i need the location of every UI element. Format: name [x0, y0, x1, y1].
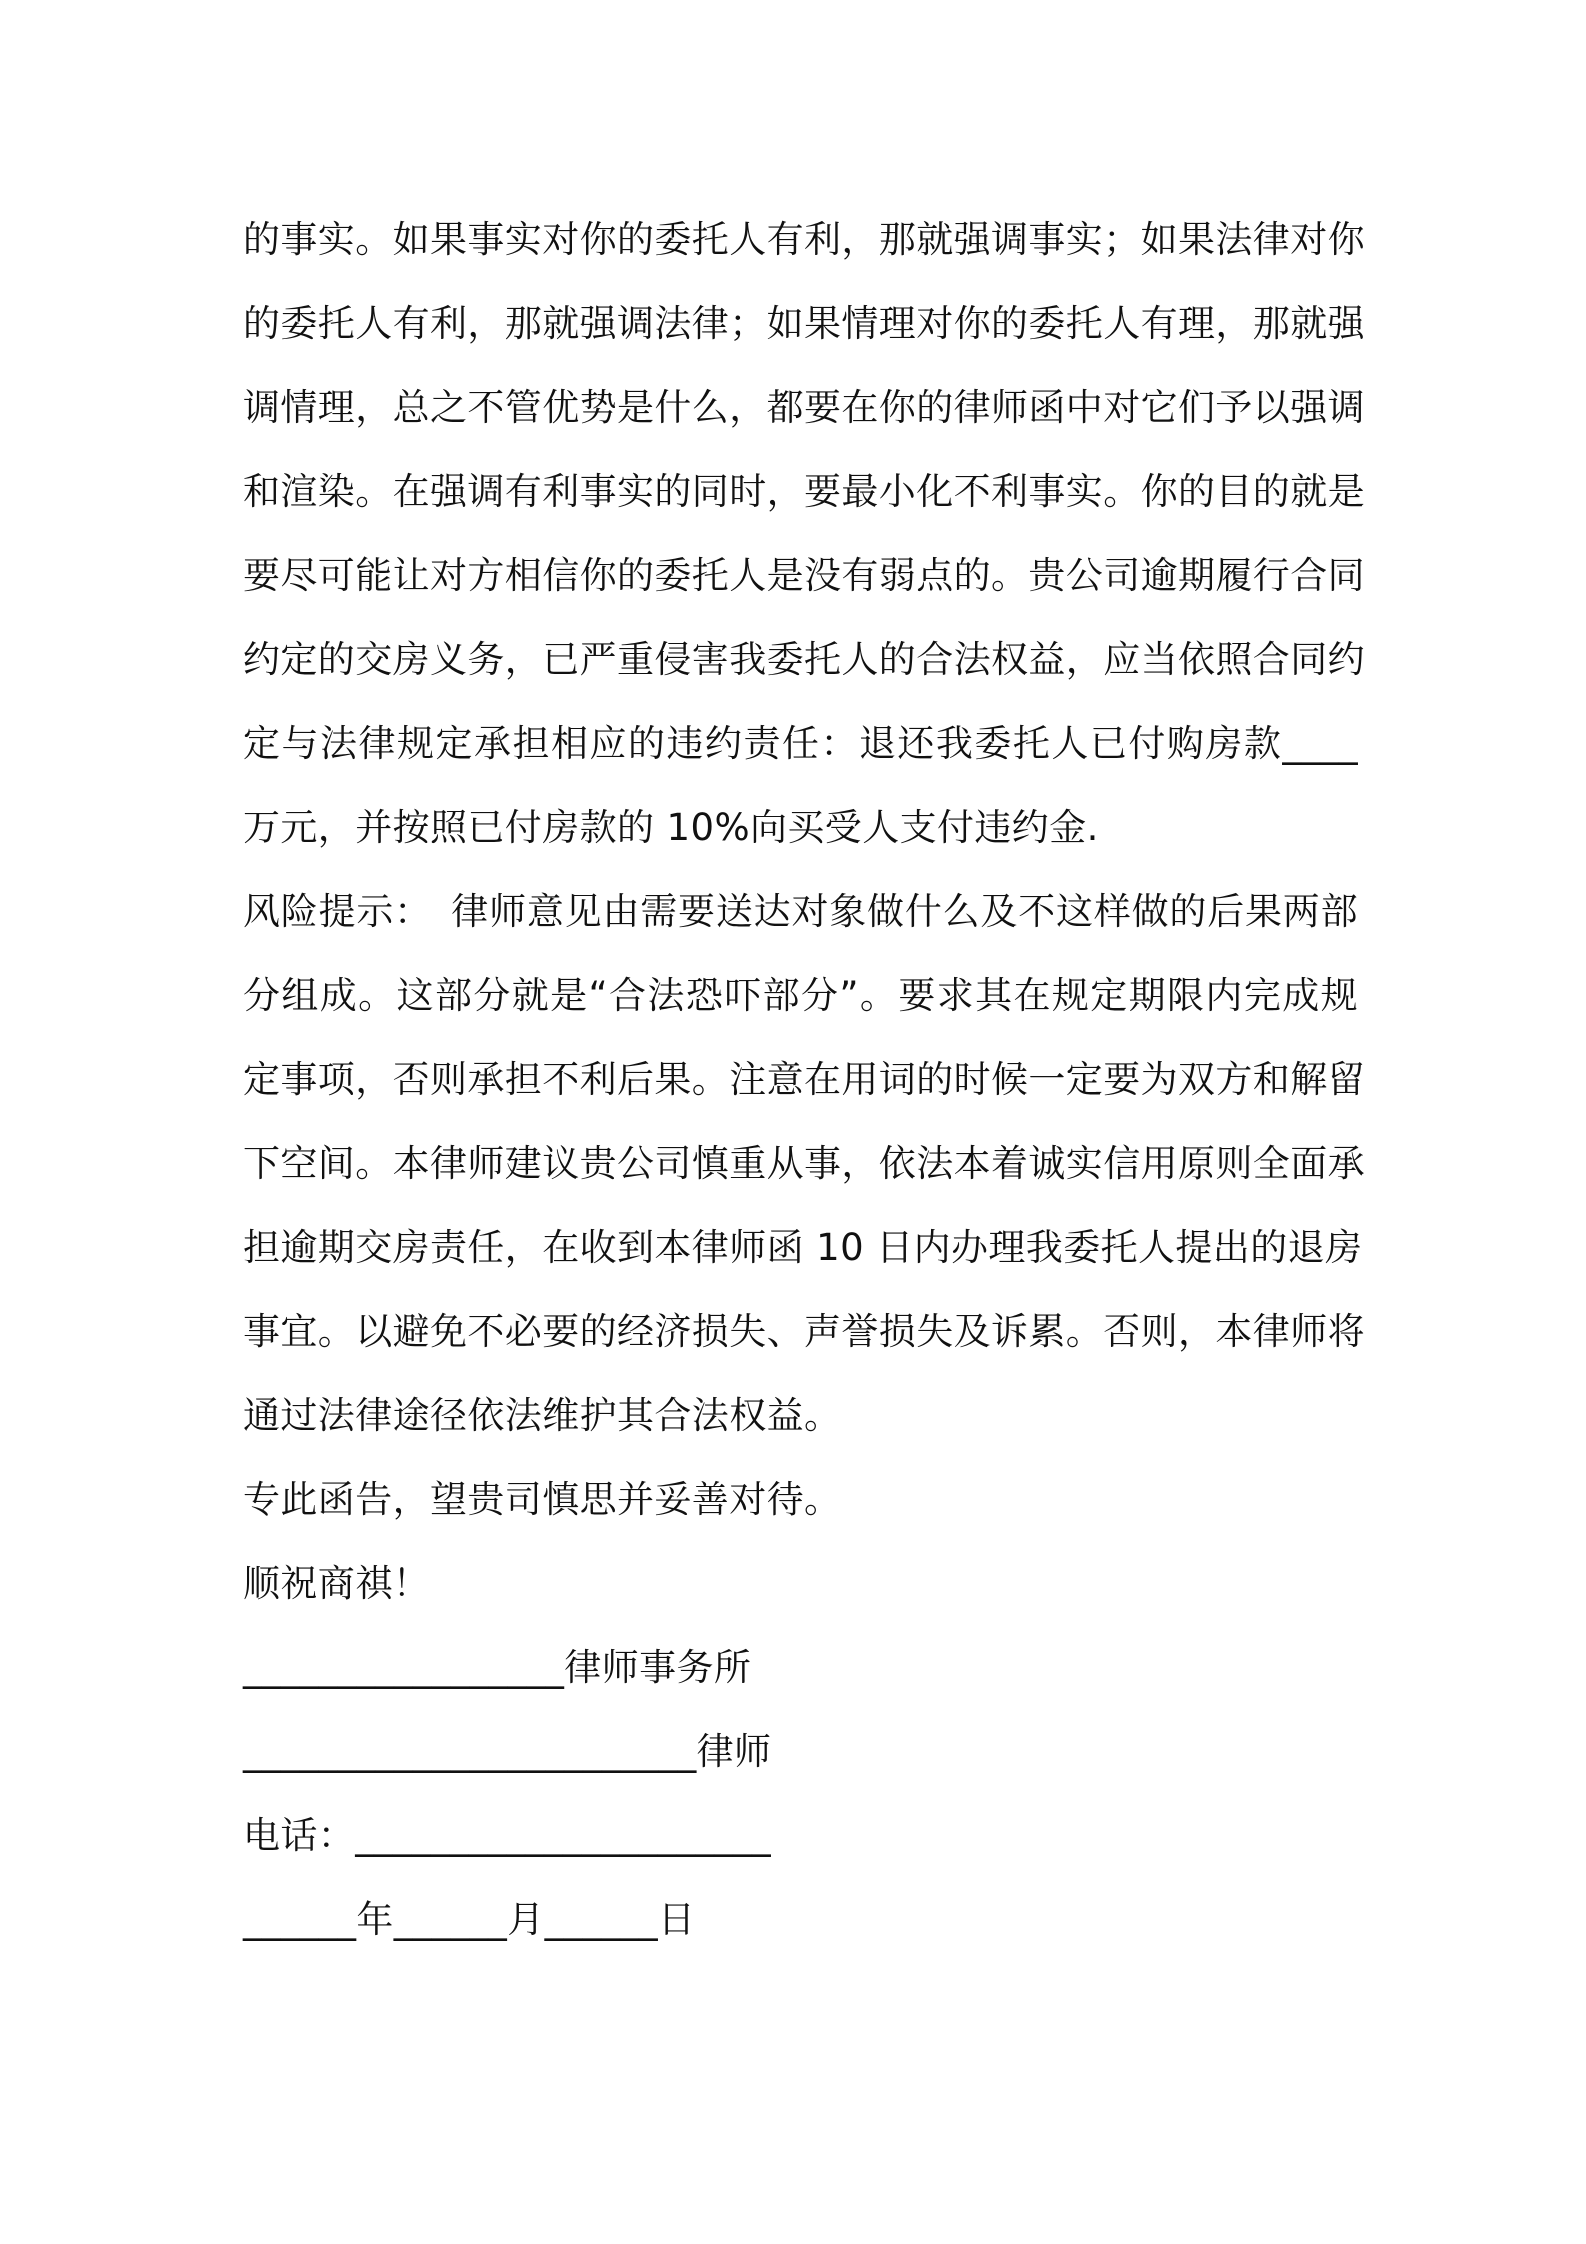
body-line: 要尽可能让对方相信你的委托人是没有弱点的。贵公司逾期履行合同: [243, 554, 1365, 597]
phone-field: 电话：______________________: [243, 1814, 771, 1857]
body-line: 分组成。这部分就是“合法恐吓部分”。要求其在规定期限内完成规: [243, 974, 1358, 1017]
body-line: 和渲染。在强调有利事实的同时，要最小化不利事实。你的目的就是: [243, 470, 1365, 513]
body-line: 的事实。如果事实对你的委托人有利，那就强调事实；如果法律对你: [243, 218, 1365, 261]
salutation-line: 顺祝商祺！: [243, 1562, 430, 1605]
body-line: 万元，并按照已付房款的 10%向买受人支付违约金.: [243, 806, 1099, 849]
lawyer-field: ________________________律师: [243, 1730, 772, 1773]
body-line: 的委托人有利，那就强调法律；如果情理对你的委托人有理，那就强: [243, 302, 1365, 345]
body-line: 定与法律规定承担相应的违约责任：退还我委托人已付购房款____: [243, 722, 1358, 765]
body-line: 调情理，总之不管优势是什么，都要在你的律师函中对它们予以强调: [243, 386, 1365, 429]
body-line: 事宜。以避免不必要的经济损失、声誉损失及诉累。否则，本律师将: [243, 1310, 1365, 1353]
law-firm-field: _________________律师事务所: [243, 1646, 752, 1689]
letter-body-paragraph-1: [243, 198, 1365, 870]
body-line: 定事项，否则承担不利后果。注意在用词的时候一定要为双方和解留: [243, 1058, 1365, 1101]
risk-notice-paragraph: [243, 870, 1365, 1458]
body-line: 约定的交房义务，已严重侵害我委托人的合法权益，应当依照合同约: [243, 638, 1365, 681]
body-line: 通过法律途径依法维护其合法权益。: [243, 1394, 842, 1437]
body-line: 风险提示： 律师意见由需要送达对象做什么及不这样做的后果两部: [243, 890, 1358, 933]
signature-block: [243, 1626, 1358, 1962]
closing-line: 专此函告，望贵司慎思并妥善对待。: [243, 1478, 842, 1521]
letter-page: [243, 198, 1365, 1962]
body-line: 下空间。本律师建议贵公司慎重从事，依法本着诚实信用原则全面承: [243, 1142, 1365, 1185]
date-field: ______年______月______日: [243, 1898, 696, 1941]
body-line: 担逾期交房责任，在收到本律师函 10 日内办理我委托人提出的退房: [243, 1226, 1363, 1269]
